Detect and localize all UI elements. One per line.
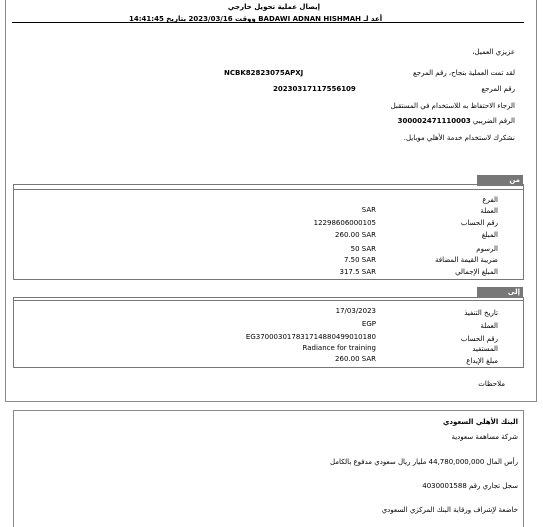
iban-value: EG370003017831714880499010180: [245, 333, 376, 341]
success-reference: NCBK82823075APXJ: [224, 69, 304, 77]
tax-number-value: 300002471110003: [397, 117, 471, 125]
issue-time: 14:41:45: [129, 15, 164, 23]
title-divider: [12, 22, 524, 23]
page-title: إيصال عملية تحويل خارجي: [227, 3, 321, 11]
issued-prefix: أعد لـ: [363, 15, 383, 23]
to-panel-divider: [14, 300, 523, 301]
to-panel: [13, 288, 524, 368]
execution-date-value: 17/03/2023: [335, 307, 376, 315]
time-prefix: ووقت: [235, 15, 256, 23]
branch-label: الفرع: [482, 196, 498, 204]
fees-label: الرسوم: [476, 245, 498, 253]
success-message: لقد تمت العملية بنجاح، رقم المرجع: [413, 69, 515, 77]
from-panel: [13, 176, 524, 280]
from-account-label: رقم الحساب: [460, 219, 498, 227]
beneficiary-value: Radiance for training: [302, 344, 376, 352]
vat-label: ضريبة القيمة المضافة: [434, 256, 498, 264]
total-amount-value: 317.5 SAR: [339, 268, 376, 276]
date-prefix: بتاريخ: [166, 15, 187, 23]
company-type: شركة مساهمة سعودية: [451, 433, 518, 441]
from-currency-value: SAR: [361, 206, 376, 214]
amount-label: المبلغ: [481, 231, 498, 239]
deposit-amount-value: 260.00 SAR: [335, 355, 376, 363]
to-panel-header: إلى: [477, 287, 523, 298]
regulator-note: خاضعة لإشراف ورقابة البنك المركزي السعودي: [381, 506, 518, 514]
to-account-label: رقم الحساب: [460, 335, 498, 343]
execution-date-label: تاريخ التنفيذ: [464, 309, 498, 317]
thank-you-message: نشكرك لاستخدام خدمة الأهلي موبايل.: [403, 134, 515, 142]
issue-date: 2023/03/16: [188, 15, 233, 23]
reference-label: رقم المرجع: [481, 85, 515, 93]
bank-info-box: [13, 410, 524, 527]
from-currency-label: العملة: [480, 207, 498, 215]
from-account-value: 12298606000105: [313, 219, 376, 227]
bank-name: البنك الأهلي السعودي: [442, 418, 518, 426]
capital-line: رأس المال 44,780,000,000 مليار ريال سعودي مدفوع بالكامل: [330, 458, 518, 466]
deposit-amount-label: مبلغ الإيداع: [466, 357, 498, 365]
tax-number-line: [398, 117, 515, 125]
fees-value: 50 SAR: [350, 245, 376, 253]
reference-number: 20230317117556109: [273, 85, 356, 93]
total-amount-label: المبلغ الإجمالي: [455, 268, 498, 276]
notes-label: ملاحظات: [478, 380, 505, 388]
amount-value: 260.00 SAR: [335, 231, 376, 239]
keep-for-future-note: الرجاء الاحتفاظ به للاستخدام في المستقبل: [390, 102, 515, 110]
to-currency-value: EGP: [361, 320, 376, 328]
to-currency-label: العملة: [480, 322, 498, 330]
vat-value: 7.50 SAR: [343, 256, 376, 264]
commercial-registration: سجل تجاري رقم 4030001588: [422, 482, 518, 490]
from-panel-header: من: [477, 175, 523, 186]
tax-number-label: الرقم الضريبي: [472, 117, 515, 125]
issuer-name: BADAWI ADNAN HISHMAH: [258, 15, 362, 23]
beneficiary-label: المستفيد: [472, 345, 498, 353]
greeting: عزيزي العميل،: [472, 48, 515, 56]
from-panel-divider: [14, 189, 523, 190]
